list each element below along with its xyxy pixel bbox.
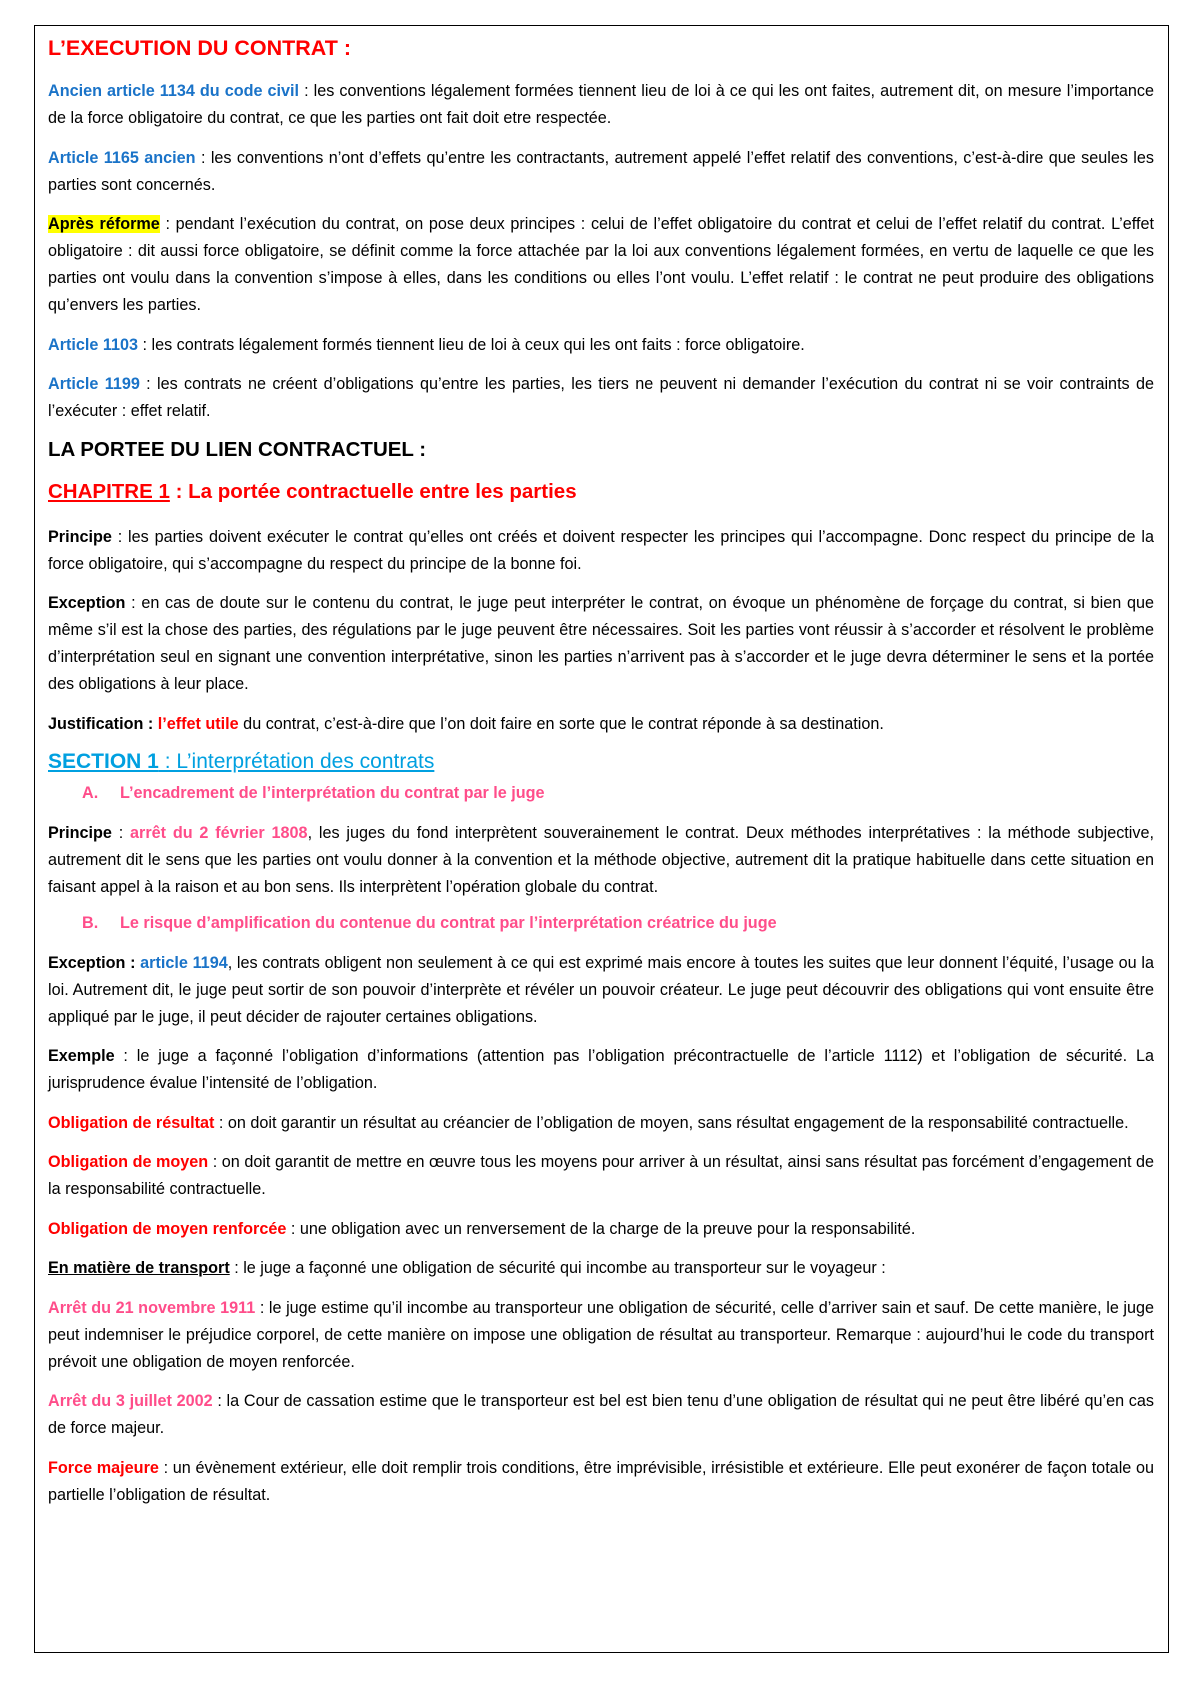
highlighted-label: Après réforme [48, 215, 160, 233]
section-1-heading: SECTION 1 : L’interprétation des contrats [48, 750, 435, 773]
paragraph-force-majeure: Force majeure : un évènement extérieur, elle doit remplir trois conditions, être imprévisible, irrésistible et extérieure. Elle peut exonérer de façon totale ou partielle l’obligation de résultat. [48, 1458, 1155, 1504]
article-label: Ancien article 1134 du code civil [48, 82, 300, 100]
chapter-heading: CHAPITRE 1 : La portée contractuelle entre les parties [48, 479, 577, 503]
subheading-a: A. L’encadrement de l’interprétation du contrat par le juge [82, 784, 545, 802]
paragraph-transport: En matière de transport : le juge a façonné une obligation de sécurité qui incombe au transporteur sur le voyageur : [48, 1259, 886, 1277]
paragraph-obligation-resultat: Obligation de résultat : on doit garantir un résultat au créancier de l’obligation de moyen, sans résultat engagement de la responsabilité contractuelle. [48, 1113, 1129, 1132]
paragraph-article-1165: Article 1165 ancien : les conventions n’ont d’effets qu’entre les contractants, autrement appelé l’effet relatif des conventions, c’est-à-dire que seules les parties sont concernés. [48, 148, 1154, 194]
paragraph-article-1199: Article 1199 : les contrats ne créent d’obligations qu’entre les parties, les tiers ne peuvent ni demander l’exécution du contrat ni se voir contraints de l’exécuter : effet relatif. [48, 375, 1155, 420]
article-label: Article 1199 [48, 375, 140, 393]
subheading-b: B. Le risque d’amplification du contenue du contrat par l’interprétation créatrice du juge [82, 913, 777, 932]
term-label: Principe [48, 824, 112, 842]
paragraph-exception-1194: Exception : article 1194, les contrats obligent non seulement à ce qui est exprimé mais encore à toutes les suites que leur donnent l’équité, l’usage ou la loi. Autrement dit, le juge peut sortir de son pouvoir d’interprète et révéler un pouvoir créateur. Le juge peut découvrir des obligations qui vont ensuite être appliqué par le juge, il peut décider de rajouter certaines obligations. [48, 953, 1154, 1026]
term-label: En matière de transport [48, 1259, 230, 1277]
term-label: Exception [48, 594, 126, 612]
term-label: Obligation de moyen [48, 1153, 209, 1171]
paragraph-principe: Principe : les parties doivent exécuter le contrat qu’elles ont créés et doivent respecter les principes qui l’accompagne. Donc respect du principe de la force obligatoire, qui s’accompagne du respect du principe de la bonne foi. [48, 527, 1154, 573]
term-label: Principe [48, 527, 112, 546]
term-label: Exemple [48, 1047, 115, 1065]
paragraph-arret-1911: Arrêt du 21 novembre 1911 : le juge estime qu’il incombe au transporteur une obligation de sécurité, celle d’arriver sain et sauf. De cette manière, le juge peut indemniser le préjudice corporel, de cette manière on impose une obligation de résultat au transporteur. Remarque : aujourd’hui le code du transport prévoit une obligation de moyen renforcée. [48, 1298, 1154, 1371]
term-label: Exception : [48, 953, 136, 972]
paragraph-obligation-moyen: Obligation de moyen : on doit garantit de mettre en œuvre tous les moyens pour arriver à un résultat, ainsi sans résultat pas forcément d’engagement de la responsabilité contractuelle. [48, 1153, 1155, 1198]
paragraph-principe-1808: Principe : arrêt du 2 février 1808, les juges du fond interprètent souverainement le contrat. Deux méthodes interprétatives : la méthode subjective, autrement dit le sens que les parties ont voulu donner à la convention et la méthode objective, autrement dit la pratique habituelle dans cette situation en faisant appel à la raison et au bon sens. Ils interprètent l’opération globale du contrat. [48, 824, 1154, 896]
article-label: Article 1103 [48, 335, 138, 354]
paragraph-exception: Exception : en cas de doute sur le contenu du contrat, le juge peut interpréter le contrat, on évoque un phénomène de forçage du contrat, si bien que même s’il est la chose des parties, des régulations par le juge peuvent être nécessaires. Soit les parties vont réussir à s’accorder et résolvent le problème d’interprétation seul en signant une convention interprétative, sinon les parties n’arrivent pas à s’accorder et le juge devra déterminer le sens et la portée des obligations à leur place. [48, 594, 1154, 693]
term-label: Justification : [48, 714, 154, 733]
page-title: L’EXECUTION DU CONTRAT : [48, 36, 351, 60]
section-heading: LA PORTEE DU LIEN CONTRACTUEL : [48, 437, 427, 461]
paragraph-exemple: Exemple : le juge a façonné l’obligation d’informations (attention pas l’obligation précontractuelle de l’article 1112) et l’obligation de sécurité. La jurisprudence évalue l’intensité de l’obligation. [48, 1047, 1154, 1092]
paragraph-arret-2002: Arrêt du 3 juillet 2002 : la Cour de cassation estime que le transporteur est bel est bien tenu d’une obligation de résultat qui ne peut être libéré qu’en cas de force majeur. [48, 1392, 1154, 1437]
paragraph-apres-reforme: Après réforme : pendant l’exécution du contrat, on pose deux principes : celui de l’effet obligatoire du contrat et celui de l’effet relatif du contrat. L’effet obligatoire : dit aussi force obligatoire, se définit comme la force attachée par la loi aux conventions légalement formées, en vertu de laquelle ce que les parties ont voulu dans la convention s’impose à elles, dans les conditions ou elles l’ont voulu. L’effet relatif : le contrat ne peut produire des obligations qu’envers les parties. [48, 215, 1154, 314]
paragraph-article-1103: Article 1103 : les contrats légalement formés tiennent lieu de loi à ceux qui les ont faits : force obligatoire. [48, 335, 805, 354]
term-label: Force majeure [48, 1458, 159, 1477]
term-label: Arrêt du 3 juillet 2002 [48, 1392, 213, 1410]
document-body [48, 36, 1154, 1521]
term-label: Arrêt du 21 novembre 1911 [48, 1298, 256, 1317]
paragraph-obligation-moyen-renforcee: Obligation de moyen renforcée : une obligation avec un renversement de la charge de la preuve pour la responsabilité. [48, 1219, 916, 1238]
article-label: Article 1165 ancien [48, 148, 196, 167]
term-label: Obligation de résultat [48, 1113, 215, 1132]
paragraph-ancien-article-1134: Ancien article 1134 du code civil : les conventions légalement formées tiennent lieu de loi à ce qui les ont faites, autrement dit, on mesure l’importance de la force obligatoire du contrat, ce que les parties ont fait doit etre respectée. [48, 82, 1154, 127]
term-label: Obligation de moyen renforcée [48, 1219, 287, 1238]
paragraph-justification: Justification : l’effet utile du contrat, c’est-à-dire que l’on doit faire en sorte que le contrat réponde à sa destination. [48, 714, 884, 733]
